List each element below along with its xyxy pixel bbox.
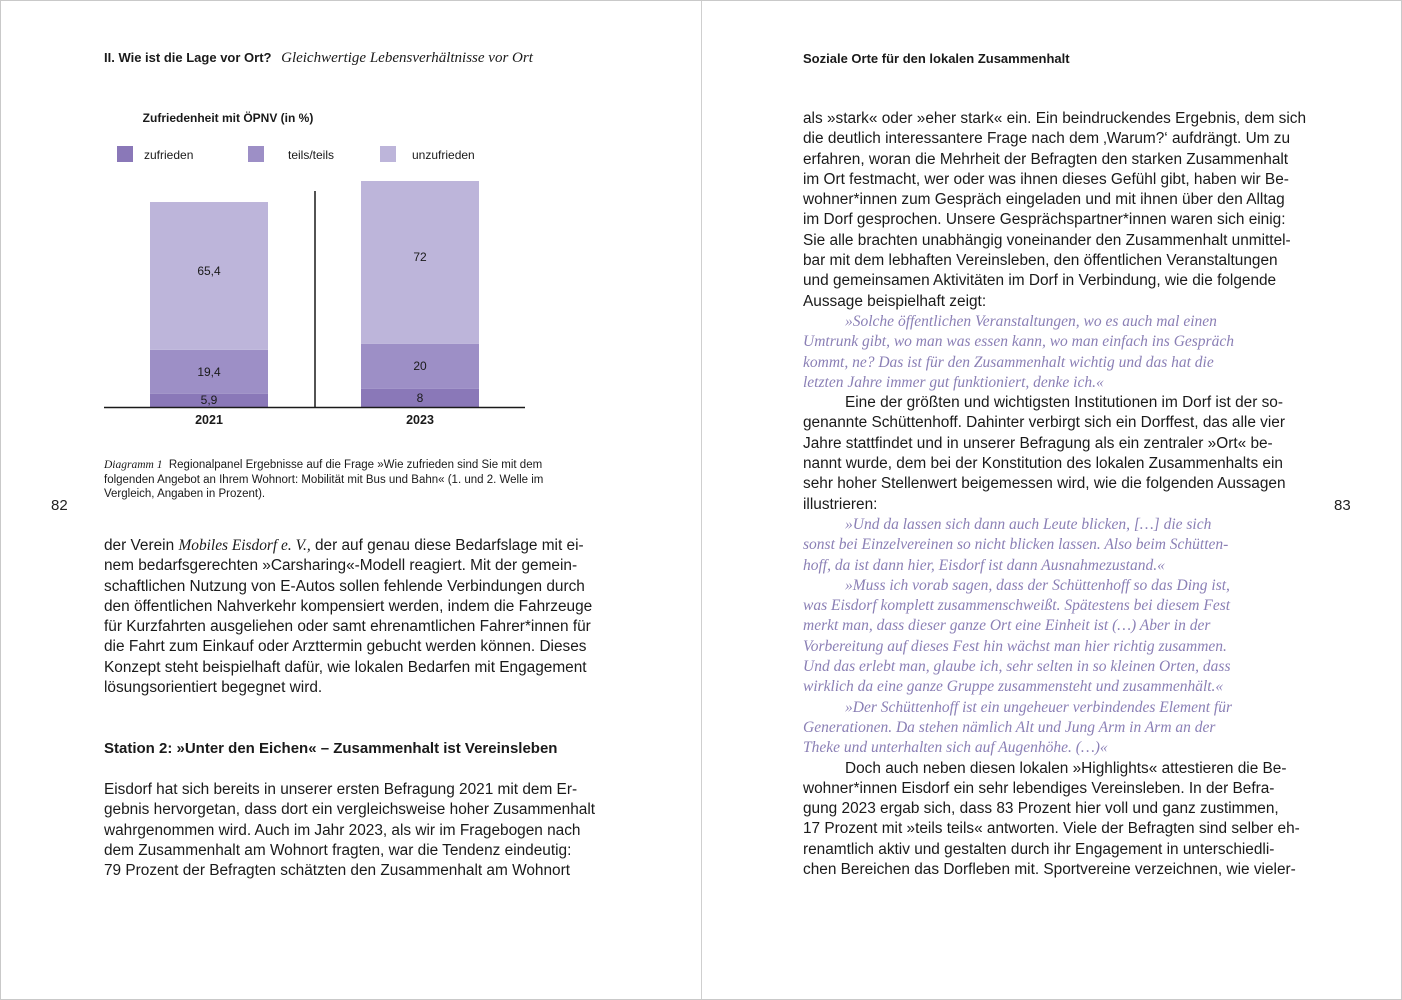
text-line: Aussage beispielhaft zeigt: [803,292,987,310]
text-line: Eine der größten und wichtigsten Institutionen im Dorf ist der so- [845,394,1283,412]
chart-title: Zufriedenheit mit ÖPNV (in %) [142,111,314,125]
quote-line: merkt man, dass dieser ganze Ort eine Einheit ist (…) Aber in der [803,617,1211,635]
header-section-title: II. Wie ist die Lage vor Ort? [104,50,272,65]
text-line: der Verein [104,537,179,554]
text-line: 79 Prozent der Befragten schätzten den Zusammenhalt am Wohnort [104,862,570,880]
quote-line: sonst bei Einzelvereinen so nicht blicken lassen. Also beim Schütten- [803,536,1229,554]
text-line: sehr hoher Stellenwert beigemessen wird, wie die folgenden Aussagen [803,475,1286,493]
quote-line: wirklich da eine ganze Gruppe zusammensteht und zusammenhält.« [803,678,1224,696]
caption-label: Diagramm 1 [104,459,163,471]
text-line: wohner*innen Eisdorf ein sehr lebendiges Vereinsleben. In der Befra- [803,779,1275,797]
data-label: 8 [416,390,424,405]
text-line: schaftlichen Nutzung von E-Autos sollen fehlende Verbindungen durch [104,577,585,595]
quote-line: Umtrunk gibt, wo man was essen kann, wo man einfach ins Gespräch [803,333,1234,351]
quote-line: Und das erlebt man, glaube ich, sehr selten in so kleinen Orten, dass [803,658,1231,676]
x-tick-label: 2021 [195,413,223,427]
text-line: 17 Prozent mit »teils teils« antworten. Viele der Befragten sind selber eh- [803,820,1300,838]
text-line: illustrieren: [803,495,878,513]
text-line: nem bedarfsgerechten »Carsharing«-Modell reagiert. Mit der gemein- [104,557,578,575]
text-line: im Ort festmacht, wer oder was ihnen dieses Gefühl gibt, haben wir Be- [803,170,1289,188]
text-line: gung 2023 ergab sich, dass 83 Prozent hier voll und ganz zustimmen, [803,800,1279,818]
quote-line: »Der Schüttenhoff ist ein ungeheuer verbindendes Element für [845,698,1232,716]
page-number-left: 82 [51,497,68,514]
data-label: 19,4 [197,364,221,379]
quote-line: letzten Jahre immer gut funktioniert, denke ich.« [803,373,1104,391]
right-body-text [803,109,1308,880]
text-line: nannt wurde, dem bei der Konstitution des lokalen Zusammenhalts ein [803,455,1283,473]
data-label: 65,4 [197,264,221,279]
quote-line: »Muss ich vorab sagen, dass der Schüttenhoff so das Ding ist, [845,576,1230,594]
section-heading: Station 2: »Unter den Eichen« – Zusammenhalt ist Vereinsleben [104,740,558,757]
text-line: als »stark« oder »eher stark« ein. Ein beindruckendes Ergebnis, dem sich [803,110,1307,127]
data-label: 5,9 [200,393,218,408]
text-line: dem Zusammenhalt am Wohnort fragten, war die Tendenz eindeutig: [104,841,572,859]
text-line: bar mit dem lebhaften Vereinsleben, den öffentlichen Veranstaltungen [803,252,1278,270]
text-line: für Kurzfahrten ausgeliehen oder samt ehrenamtlichen Fahrer*innen für [104,618,591,636]
text-line: und gemeinsamen Aktivitäten im Dorf in Verbindung, wie die folgende [803,272,1277,290]
text-line: chen Bereichen das Dorfleben mit. Sportvereine verzeichnen, wie vieler- [803,860,1296,878]
quote-line: hoff, da ist dann hier, Eisdorf ist dann Ausnahmezustand.« [803,556,1165,574]
quote-line: Generationen. Da stehen nämlich Alt und Jung Arm in Arm an der [803,718,1216,736]
text-line: genannte Schüttenhoff. Dahinter verbirgt sich ein Dorffest, das alle vier [803,414,1285,432]
text-line: erfahren, woran die Mehrheit der Befragten den starken Zusammenhalt [803,150,1289,168]
text-line: wahrgenommen wird. Auch im Jahr 2023, als wir im Fragebogen nach [104,821,581,839]
caption-text: Regionalpanel Ergebnisse auf die Frage »Wie zufrieden sind Sie mit dem folgenden Angebot an Ihrem Wohnort: Mobilität mit Bus und Bahn« (1. und 2. Welle im Vergleich, Angaben in Prozent). [104,459,544,500]
legend-label: teils/teils [288,148,335,162]
text-line: die deutlich interessantere Frage nach dem ‚Warum?‘ aufdrängt. Um zu [803,130,1291,148]
header-section-subtitle: Gleichwertige Lebensverhältnisse vor Ort [281,50,533,66]
x-tick-label: 2023 [406,413,434,427]
left-paragraph-2 [104,780,604,881]
book-gutter [701,1,702,999]
left-paragraph-1 [104,536,604,698]
diagram-caption [104,458,584,502]
text-line: Sie alle brachten unabhängig voneinander den Zusammenhalt unmittel- [803,231,1291,249]
text-line: Jahre stattfindet und in unserer Befragung als ein zentraler »Ort« be- [803,434,1273,452]
text-line: die Fahrt zum Einkauf oder Arzttermin gebucht werden können. Dieses [104,638,587,656]
text-line: im Dorf gesprochen. Unsere Gesprächspartner*innen waren sich einig: [803,211,1286,229]
association-name: Mobiles Eisdorf e. V., [178,537,311,554]
text-line: lösungsorientiert begegnet wird. [104,679,323,697]
legend-label: zufrieden [144,148,194,162]
running-header-left [104,50,533,67]
data-label: 72 [413,250,427,265]
chart-container [100,105,530,435]
running-header-right: Soziale Orte für den lokalen Zusammenhalt [803,51,1070,66]
quote-line: Vorbereitung auf dieses Fest hin wächst man hier richtig zusammen. [803,637,1227,655]
text-line: der auf genau diese Bedarfslage mit ei- [310,537,584,554]
quote-line: was Eisdorf komplett zusammenschweißt. Spätestens bei diesem Fest [803,597,1231,615]
quote-line: kommt, ne? Das ist für den Zusammenhalt wichtig und das hat die [803,353,1214,371]
legend-label: unzufrieden [412,148,475,162]
text-line: renamtlich aktiv und gestalten durch ihr Engagement in unterschiedli- [803,840,1275,858]
quote-line: »Solche öffentlichen Veranstaltungen, wo es auch mal einen [845,312,1217,330]
data-label: 20 [413,359,427,374]
text-line: Doch auch neben diesen lokalen »Highlights« attestieren die Be- [845,759,1287,777]
quote-line: »Und da lassen sich dann auch Leute blicken, […] die sich [845,515,1212,533]
text-line: den öffentlichen Nahverkehr kompensiert werden, indem die Fahrzeuge [104,597,593,615]
text-line: Konzept steht beispielhaft dafür, wie lokalen Bedarfen mit Engagement [104,658,587,676]
page-number-right: 83 [1334,497,1351,514]
text-line: gebnis hervorgetan, dass dort ein vergleichsweise hoher Zusammenhalt [104,801,596,819]
text-line: wohner*innen zum Gespräch eingeladen und mit ihnen über den Alltag [803,191,1285,209]
text-line: Eisdorf hat sich bereits in unserer ersten Befragung 2021 mit dem Er- [104,781,578,798]
quote-line: Theke und unterhalten sich auf Augenhöhe. (…)« [803,739,1108,757]
